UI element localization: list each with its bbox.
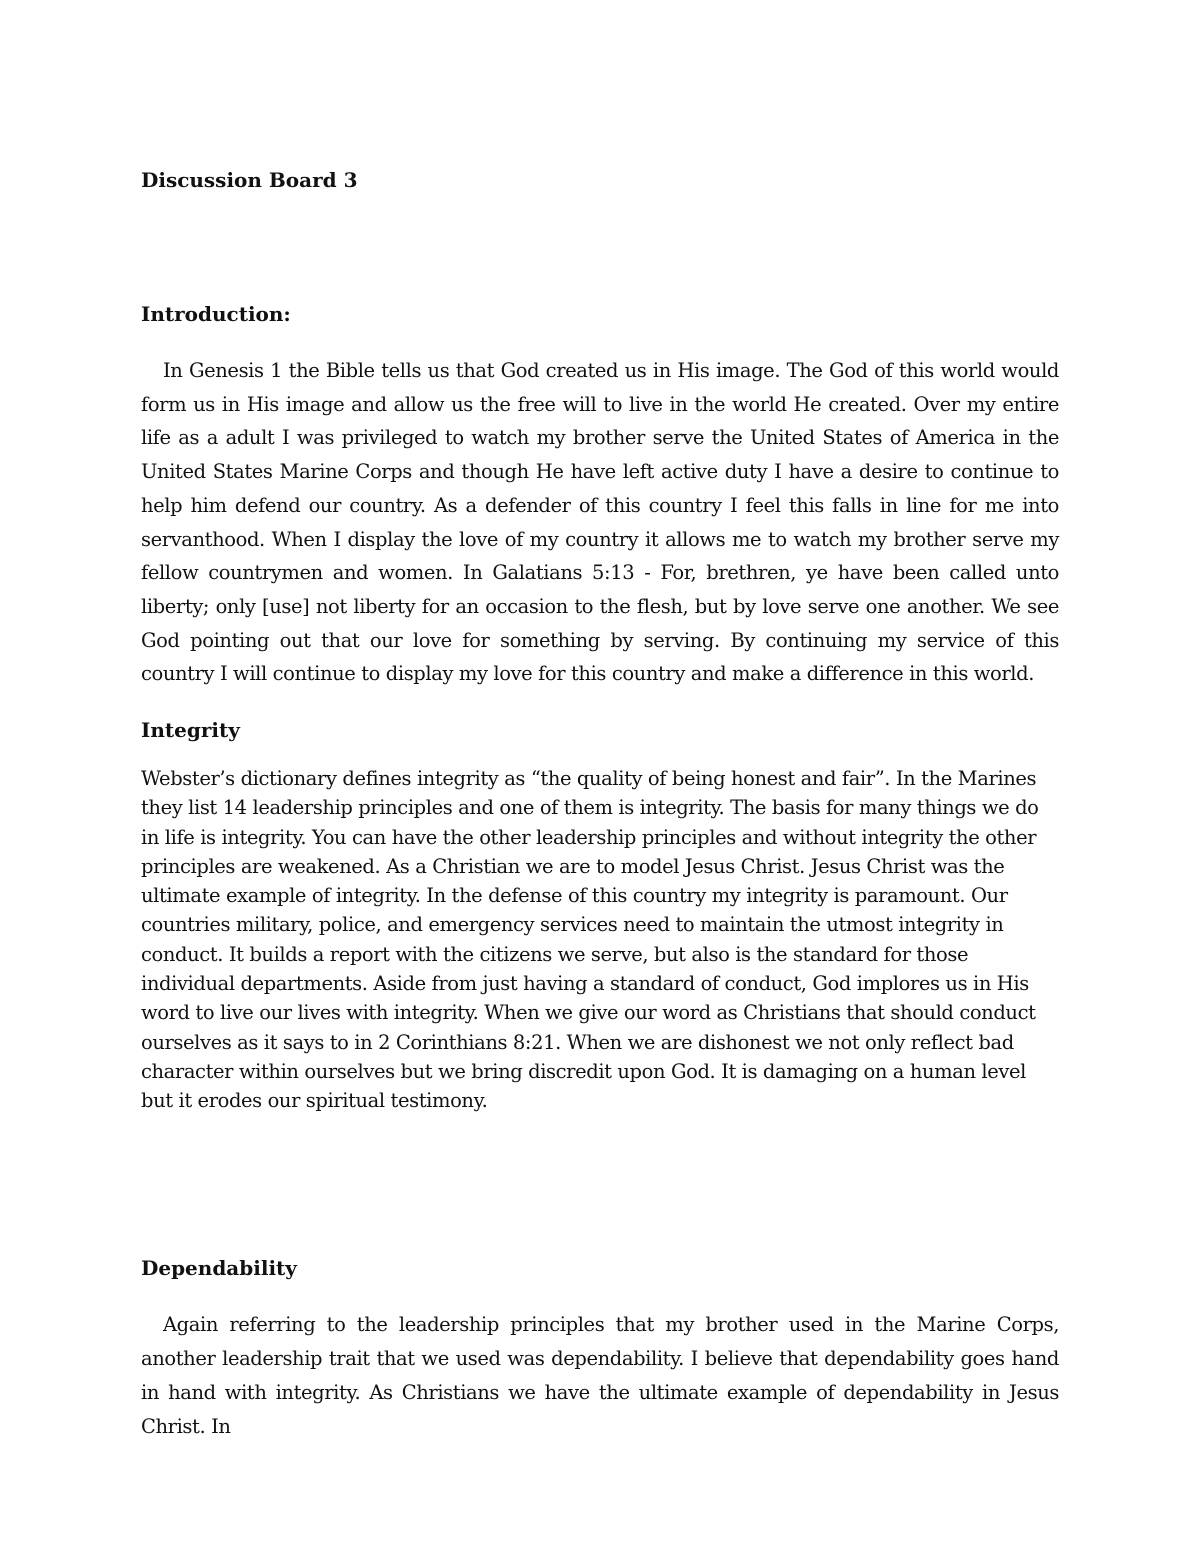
section-heading-introduction: Introduction: <box>141 302 291 326</box>
document-title: Discussion Board 3 <box>141 168 358 192</box>
section-heading-integrity: Integrity <box>141 718 240 742</box>
section-body-integrity: Webster’s dictionary defines integrity as “the quality of being honest and fair”. In the Marines they list 14 leadership principles and one of them is integrity. The basis for many things we do in life is integrity. You can have the other leadership principles and without integrity the other principles are weakened. As a Christian we are to model Jesus Christ. Jesus Christ was the ultimate example of integrity. In the defense of this country my integrity is paramount. Our countries military, police, and emergency services need to maintain the utmost integrity in conduct. It builds a report with the citizens we serve, but also is the standard for those individual departments. Aside from just having a standard of conduct, God implores us in His word to live our lives with integrity. When we give our word as Christians that should conduct ourselves as it says to in 2 Corinthians 8:21. When we are dishonest we not only reflect bad character within ourselves but we bring discredit upon God. It is damaging on a human level but it erodes our spiritual testimony. <box>141 767 1039 1113</box>
section-body-dependability: Again referring to the leadership principles that my brother used in the Marine Corps, another leadership trait that we used was dependability. I believe that dependability goes hand in hand with integrity. As Christians we have the ultimate example of dependability in Jesus Christ. In <box>141 1313 1059 1438</box>
section-body-introduction: In Genesis 1 the Bible tells us that God created us in His image. The God of this world would form us in His image and allow us the free will to live in the world He created. Over my entire life as a adult I was privileged to watch my brother serve the United States of America in the United States Marine Corps and though He have left active duty I have a desire to continue to help him defend our country. As a defender of this country I feel this falls in line for me into servanthood. When I display the love of my country it allows me to watch my brother serve my fellow countrymen and women. In Galatians 5:13 - For, brethren, ye have been called unto liberty; only [use] not liberty for an occasion to the flesh, but by love serve one another. We see God pointing out that our love for something by serving. By continuing my service of this country I will continue to display my love for this country and make a difference in this world. <box>141 359 1059 686</box>
section-heading-dependability: Dependability <box>141 1256 297 1280</box>
